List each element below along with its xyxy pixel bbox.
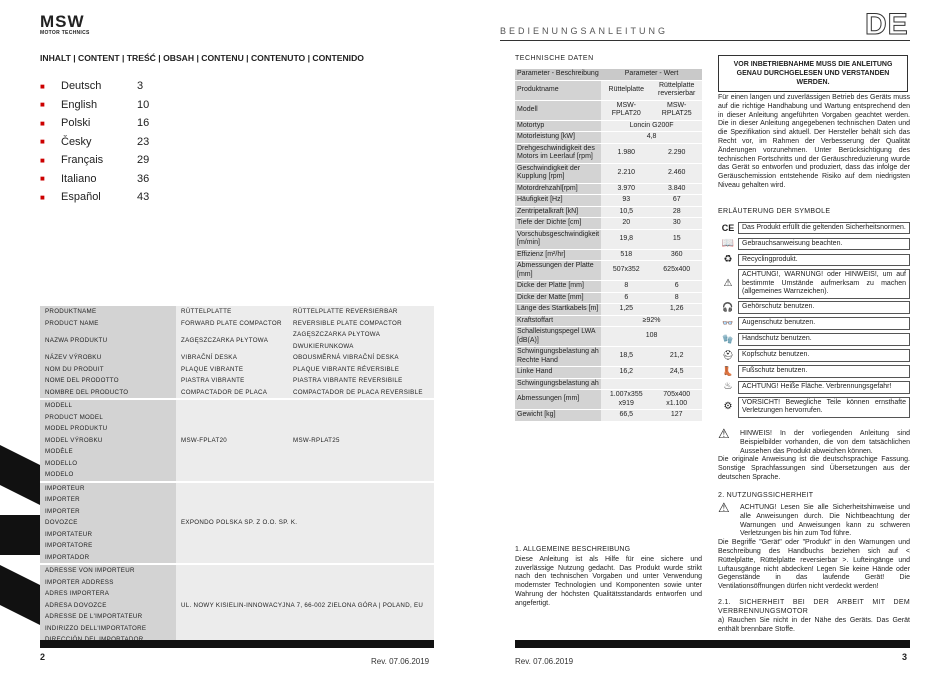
tech-param: Häufigkeit [Hz] — [515, 195, 601, 206]
tech-param: Linke Hand — [515, 367, 601, 378]
tech-param: Länge des Startkabels [m] — [515, 304, 601, 315]
row-label: NOMBRE DEL PRODUCTO — [40, 387, 176, 400]
brand-logo — [40, 14, 102, 38]
tech-param: Abmessungen [mm] — [515, 390, 601, 409]
toc-page: 36 — [137, 172, 150, 185]
table-row — [40, 352, 434, 364]
tech-row — [515, 327, 702, 346]
row-label: NOME DEL PRODOTTO — [40, 375, 176, 387]
product-info-table — [40, 306, 434, 646]
model-2: MSW-RPLAT25 — [288, 399, 434, 482]
tech-value: 108 — [601, 327, 702, 346]
tech-value-fplat: 10,5 — [601, 207, 651, 218]
product-name-2: REVERSIBLE PLATE COMPACTOR — [288, 318, 434, 330]
tech-row — [515, 347, 702, 366]
row-label: PRODUCT MODEL — [45, 413, 104, 421]
section-2-1-title: 2.1. SICHERHEIT BEI DER ARBEIT MIT DEM VERBRENNUNGSMOTOR — [718, 599, 910, 615]
tech-value-rplat: 127 — [651, 410, 702, 421]
toc-language: Français — [61, 154, 104, 167]
row-label: IMPORTER — [45, 507, 80, 515]
toc-language: Deutsch — [61, 80, 102, 93]
tech-param: Dicke der Matte [mm] — [515, 293, 601, 304]
tech-value-rplat: 2.290 — [651, 144, 702, 163]
tech-value-fplat — [601, 379, 651, 390]
tech-value-rplat: 2.460 — [651, 164, 702, 183]
toc-item[interactable] — [40, 151, 240, 170]
row-label: NAZWA PRODUKTU — [40, 329, 176, 352]
revision-right: Rev. 07.06.2019 — [515, 657, 574, 666]
hand-protection-icon: 🧤 — [722, 334, 734, 345]
symbol-row — [718, 237, 910, 251]
tech-row — [515, 304, 702, 315]
tech-value-rplat: 360 — [651, 250, 702, 261]
product-name-1: ZAGĘSZCZARKA PŁYTOWA — [176, 329, 288, 352]
tech-row — [515, 410, 702, 421]
footer-bar-left — [40, 640, 434, 648]
toc-page: 10 — [137, 98, 150, 111]
tech-param: Modell — [515, 101, 601, 120]
side-logo-mark — [0, 445, 40, 645]
tech-value-fplat: MSW-FPLAT20 — [601, 101, 651, 120]
section-general-description — [515, 546, 702, 608]
row-label: PRODUKTNAME — [40, 306, 176, 318]
table-row — [40, 564, 434, 646]
tech-param: Drehgeschwindigkeit des Motors im Leerlauf [rpm] — [515, 144, 601, 163]
tech-param: Produktname — [515, 81, 601, 100]
tech-param: Motorleistung [kW] — [515, 132, 601, 143]
symbol-row — [718, 317, 910, 331]
toc-language: English — [61, 98, 98, 111]
tech-row — [515, 132, 702, 143]
section-2-title: 2. NUTZUNGSSICHERHEIT — [718, 492, 814, 499]
symbol-description: ACHTUNG!, WARNUNG! oder HINWEIS!, um auf bestimmte Umstände aufmerksam zu machen (allgemeines Warnzeichen). — [738, 269, 910, 299]
row-label: MODELL — [45, 402, 73, 409]
tech-row — [515, 281, 702, 292]
tech-value: 4,8 — [601, 132, 702, 143]
product-name-2: PLAQUE VIBRANTE RÉVERSIBLE — [288, 364, 434, 376]
tech-value-fplat: 507x352 — [601, 261, 651, 280]
tech-row — [515, 207, 702, 218]
table-row — [40, 387, 434, 400]
tech-value-rplat: 705x400 x1.100 — [651, 390, 702, 409]
bullet-icon: ■ — [40, 192, 45, 202]
toc-page: 23 — [137, 135, 150, 148]
table-row — [40, 364, 434, 376]
symbol-description: Augenschutz benutzen. — [738, 317, 910, 330]
tech-value-rplat: MSW-RPLAT25 — [651, 101, 702, 120]
tech-row — [515, 164, 702, 183]
header-divider — [500, 40, 910, 41]
tech-value-fplat: 19,8 — [601, 230, 651, 249]
page-number-right: 3 — [902, 652, 908, 662]
tech-row — [515, 101, 702, 120]
section-2-warning: ACHTUNG! Lesen Sie alle Sicherheitshinweise und alle Anweisungen durch. Die Nichtbeachtung der Warnungen und Anweisungen kann zu schweren Verletzungen bis hin zum Tod führe. — [740, 504, 910, 538]
tech-value-rplat: 8 — [651, 293, 702, 304]
moving-parts-icon: ⚙ — [723, 401, 733, 413]
brand-name: MSW — [40, 12, 85, 31]
tech-row — [515, 218, 702, 229]
tech-value-fplat: 1.007x355 x919 — [601, 390, 651, 409]
note-paragraph — [718, 426, 910, 483]
tech-value: ≥92% — [601, 316, 702, 327]
row-label-group — [40, 564, 176, 646]
row-label: IMPORTER — [45, 496, 80, 503]
tech-value: Loncin G200F — [601, 121, 702, 132]
tech-header-row — [515, 69, 702, 80]
tech-value-rplat: Rüttelplatte reversierbar — [651, 81, 702, 100]
tech-row — [515, 379, 702, 390]
tech-value-fplat: 1.980 — [601, 144, 651, 163]
symbol-description: Fußschutz benutzen. — [738, 365, 910, 378]
tech-row — [515, 230, 702, 249]
tech-value-rplat: 15 — [651, 230, 702, 249]
tech-value-rplat: 3.840 — [651, 184, 702, 195]
page-title: BEDIENUNGSANLEITUNG — [500, 26, 669, 36]
product-name-1: COMPACTADOR DE PLACA — [176, 387, 288, 400]
row-label-group — [40, 482, 176, 565]
product-name-2: OBOUSMĚRNÁ VIBRAČNÍ DESKA — [288, 352, 434, 364]
row-label: IMPORTEUR — [45, 484, 85, 492]
table-row — [40, 375, 434, 387]
product-name-1: FORWARD PLATE COMPACTOR — [176, 318, 288, 330]
row-label: MODELLO — [45, 459, 78, 467]
row-label: PRODUCT NAME — [40, 318, 176, 330]
note-text: HINWEIS! In der vorliegenden Anleitung sind Beispielbilder vorhanden, die von dem tatsächlichen Aussehen das Produkt abweichen können. — [740, 430, 910, 455]
tech-value-rplat: 625x400 — [651, 261, 702, 280]
tech-param: Effizienz [m²/hr] — [515, 250, 601, 261]
row-label: INDIRIZZO DELL'IMPORTATORE — [45, 624, 147, 632]
tech-value-rplat: 21,2 — [651, 347, 702, 366]
warning-triangle-icon: ⚠ — [723, 277, 733, 289]
tech-param: Geschwindigkeit der Kupplung [rpm] — [515, 164, 601, 183]
row-label: IMPORTER ADDRESS — [45, 578, 114, 586]
ce-mark-icon: CE — [721, 222, 735, 233]
tech-value-fplat: 8 — [601, 281, 651, 292]
tech-row — [515, 367, 702, 378]
product-name-1: PIASTRA VIBRANTE — [176, 375, 288, 387]
toc-item[interactable] — [40, 170, 240, 189]
tech-value-rplat — [651, 379, 702, 390]
row-label: IMPORTADOR — [45, 553, 90, 561]
tech-header-param: Parameter - Beschreibung — [515, 69, 601, 80]
table-row — [40, 399, 434, 482]
tech-value-fplat: 6 — [601, 293, 651, 304]
bullet-icon: ■ — [40, 81, 45, 91]
tech-data-table — [515, 68, 702, 422]
tech-header-value: Parameter - Wert — [601, 69, 702, 80]
product-name-2: COMPACTADOR DE PLACA REVERSIBLE — [288, 387, 434, 400]
toc-item[interactable] — [40, 114, 240, 133]
tech-row — [515, 316, 702, 327]
symbol-description: Kopfschutz benutzen. — [738, 349, 910, 362]
read-manual-warning: VOR INBETRIEBNAHME MUSS DIE ANLEITUNG GENAU DURCHGELESEN UND VERSTANDEN WERDEN. — [718, 55, 908, 92]
tech-row — [515, 195, 702, 206]
row-label: ADRES IMPORTERA — [45, 590, 110, 597]
tech-value-fplat: 93 — [601, 195, 651, 206]
tech-row — [515, 121, 702, 132]
warning-triangle-icon: ⚠ — [718, 426, 730, 441]
symbol-row — [718, 381, 910, 395]
toc-language: Polski — [61, 117, 91, 130]
toc-language: Español — [61, 191, 101, 204]
symbol-row — [718, 253, 910, 267]
read-manual-icon: 📖 — [721, 237, 735, 249]
toc-item[interactable] — [40, 96, 240, 115]
table-row — [40, 329, 434, 352]
section-title: 1. ALLGEMEINE BESCHREIBUNG — [515, 546, 631, 553]
tech-value-fplat: 1,25 — [601, 304, 651, 315]
original-language-note: Die originale Anweisung ist die deutschsprachige Fassung. Sonstige Sprachfassungen sind Übersetzungen aus der deutschen Sprache. — [718, 456, 910, 481]
tech-value-rplat: 24,5 — [651, 367, 702, 378]
tech-param: Motortyp — [515, 121, 601, 132]
symbols-title: ERLÄUTERUNG DER SYMBOLE — [718, 208, 831, 215]
toc-page: 43 — [137, 191, 150, 204]
symbol-row — [718, 269, 910, 299]
tech-value-fplat: 518 — [601, 250, 651, 261]
tech-row — [515, 293, 702, 304]
row-label: MODELO — [45, 471, 74, 478]
model-1: MSW-FPLAT20 — [176, 399, 288, 482]
toc-page: 29 — [137, 154, 150, 167]
row-label: IMPORTATEUR — [45, 530, 93, 538]
symbol-description: Handschutz benutzen. — [738, 333, 910, 346]
address-value: UL. NOWY KISIELIN-INNOWACYJNA 7, 66-002 ZIELONA GÓRA | POLAND, EU — [176, 564, 434, 646]
ear-protection-icon: 🎧 — [722, 302, 734, 313]
tech-param: Zentripetalkraft [kN] — [515, 207, 601, 218]
eye-protection-icon: 👓 — [722, 318, 734, 329]
row-label: ADRESA DOVOZCE — [45, 601, 107, 609]
tech-param: Vorschubsgeschwindigkeit [m/min] — [515, 230, 601, 249]
symbol-description: Gebrauchsanweisung beachten. — [738, 238, 910, 251]
symbol-description: Das Produkt erfüllt die geltenden Sicherheitsnormen. — [738, 222, 910, 235]
tech-value-fplat: 66,5 — [601, 410, 651, 421]
tech-row — [515, 81, 702, 100]
tech-value-fplat: 2.210 — [601, 164, 651, 183]
product-name-1: VIBRAČNÍ DESKA — [176, 352, 288, 364]
row-label-group — [40, 399, 176, 482]
section-2-1-item-a: a) Rauchen Sie nicht in der Nähe des Geräts. Das Gerät enthält brennbare Stoffe. — [718, 617, 910, 633]
tech-row — [515, 184, 702, 195]
revision-left: Rev. 07.06.2019 — [371, 657, 430, 666]
tech-param: Motordrehzahl[rpm] — [515, 184, 601, 195]
tech-value-rplat: 67 — [651, 195, 702, 206]
product-name-2: PIASTRA VIBRANTE REVERSIBILE — [288, 375, 434, 387]
importer-value: EXPONDO POLSKA SP. Z O.O. SP. K. — [176, 482, 434, 565]
section-2-body — [718, 500, 910, 592]
tech-value-fplat: 18,5 — [601, 347, 651, 366]
row-label: ADRESSE VON IMPORTEUR — [45, 567, 135, 574]
warning-triangle-icon: ⚠ — [718, 500, 730, 515]
toc-heading: INHALT | CONTENT | TREŚĆ | OBSAH | CONTENU | CONTENUTO | CONTENIDO — [40, 53, 364, 63]
tech-param: Abmessungen der Platte [mm] — [515, 261, 601, 280]
recycling-icon: ♻ — [723, 253, 733, 265]
toc-language: Česky — [61, 135, 92, 148]
row-label: MODÈLE — [45, 448, 73, 455]
hot-surface-icon: ♨ — [723, 381, 733, 393]
product-name-2: ZAGĘSZCZARKA PŁYTOWA DWUKIERUNKOWA — [288, 329, 434, 352]
table-row — [40, 306, 434, 318]
intro-text: Für einen langen und zuverlässigen Betrieb des Geräts muss auf die richtige Handhabung und Wartung entsprechend den in dieser Anleitung angeführten Vorgaben geachtet werden. Die in dieser Anleitung angegebenen technischen Daten und die Spezifikation sind aktuell. Der Hersteller behält sich das Recht vor, im Rahmen der Verbesserung der Qualität Änderungen vorzunehmen. Unter Berücksichtigung des technischen Fortschritts und der Geräuschreduzierung wurde das Gerät so entworfen und produziert, dass das infolge der Geräuschemission entstehende Risiko auf dem niedrigsten Niveau gehalten wird. — [718, 94, 910, 189]
table-row — [40, 318, 434, 330]
tech-value-rplat: 6 — [651, 281, 702, 292]
tech-row — [515, 390, 702, 409]
tech-value-fplat: 3.970 — [601, 184, 651, 195]
tech-row — [515, 144, 702, 163]
symbol-description: Gehörschutz benutzen. — [738, 301, 910, 314]
toc-page: 3 — [137, 80, 144, 93]
tech-param: Schwingungsbelastung ah Rechte Hand — [515, 347, 601, 366]
bullet-icon: ■ — [40, 100, 45, 110]
row-label: DOVOZCE — [45, 519, 78, 526]
tech-data-heading: TECHNISCHE DATEN — [515, 55, 594, 62]
row-label: MODEL VÝROBKU — [45, 436, 103, 444]
foot-protection-icon: 👢 — [722, 366, 734, 377]
tech-param: Schalleistungspegel LWA [dB(A)] — [515, 327, 601, 346]
product-name-1: PLAQUE VIBRANTE — [176, 364, 288, 376]
symbol-row — [718, 333, 910, 347]
tech-row — [515, 250, 702, 261]
toc-item[interactable] — [40, 77, 240, 96]
language-badge: DE — [865, 8, 909, 41]
table-row — [40, 482, 434, 565]
symbol-row — [718, 397, 910, 418]
brand-subtitle: MOTOR TECHNICS — [40, 30, 90, 36]
section-text: Diese Anleitung ist als Hilfe für eine sichere und zuverlässige Nutzung gedacht. Das Produkt wurde strikt nach den technischen Vorgaben und unter Verwendung modernster Technologien und Komponenten sowie unter Wahrung der höchsten Qualitätsstandards entworfen und angefertigt. — [515, 556, 702, 607]
tech-param: Gewicht [kg] — [515, 410, 601, 421]
tech-row — [515, 261, 702, 280]
head-protection-icon: ⛑ — [722, 350, 734, 361]
bullet-icon: ■ — [40, 155, 45, 165]
tech-param: Tiefe der Dichte [cm] — [515, 218, 601, 229]
symbol-description: Recyclingprodukt. — [738, 254, 910, 267]
symbol-description: ACHTUNG! Heiße Fläche. Verbrennungsgefahr! — [738, 381, 910, 394]
row-label: NOM DU PRODUIT — [40, 364, 176, 376]
symbol-row — [718, 365, 910, 379]
toc-list — [40, 77, 240, 207]
product-name-2: RÜTTELPLATTE REVERSIERBAR — [288, 306, 434, 318]
bullet-icon: ■ — [40, 118, 45, 128]
symbol-row — [718, 349, 910, 363]
tech-value-fplat: Rüttelplatte — [601, 81, 651, 100]
product-name-1: RÜTTELPLATTE — [176, 306, 288, 318]
tech-param: Schwingungsbelastung ah — [515, 379, 601, 390]
tech-param: Kraftstoffart — [515, 316, 601, 327]
symbol-description: VORSICHT! Bewegliche Teile können ernsthafte Verletzungen hervorrufen. — [738, 397, 910, 418]
toc-item[interactable] — [40, 133, 240, 152]
toc-item[interactable] — [40, 188, 240, 207]
tech-value-rplat: 28 — [651, 207, 702, 218]
tech-value-fplat: 16,2 — [601, 367, 651, 378]
bullet-icon: ■ — [40, 174, 45, 184]
footer-bar-right — [515, 640, 910, 648]
tech-value-rplat: 1,26 — [651, 304, 702, 315]
row-label: MODEL PRODUKTU — [45, 425, 108, 432]
page-number-left: 2 — [40, 652, 46, 662]
row-label: NÁZEV VÝROBKU — [40, 352, 176, 364]
symbol-row — [718, 221, 910, 235]
bullet-icon: ■ — [40, 137, 45, 147]
toc-page: 16 — [137, 117, 150, 130]
tech-value-fplat: 20 — [601, 218, 651, 229]
section-2-text: Die Begriffe "Gerät" oder "Produkt" in den Warnungen und Beschreibung des Handbuchs beziehen sich auf < Rüttelplatte, Rüttelplatte reversierbar >. Lufteingänge und Luftausgänge nicht abdecken! Legen Sie keine Hände oder Gegenstände in das laufende Gerät! Die Ventilationsöffnungen dürfen nicht verdeckt werden! — [718, 539, 910, 591]
row-label: IMPORTATORE — [45, 542, 93, 549]
symbol-row — [718, 301, 910, 315]
symbols-list — [718, 221, 910, 420]
tech-param: Dicke der Platte [mm] — [515, 281, 601, 292]
row-label: ADRESSE DE L'IMPORTATEUR — [45, 613, 143, 620]
tech-value-rplat: 30 — [651, 218, 702, 229]
toc-language: Italiano — [61, 172, 97, 185]
